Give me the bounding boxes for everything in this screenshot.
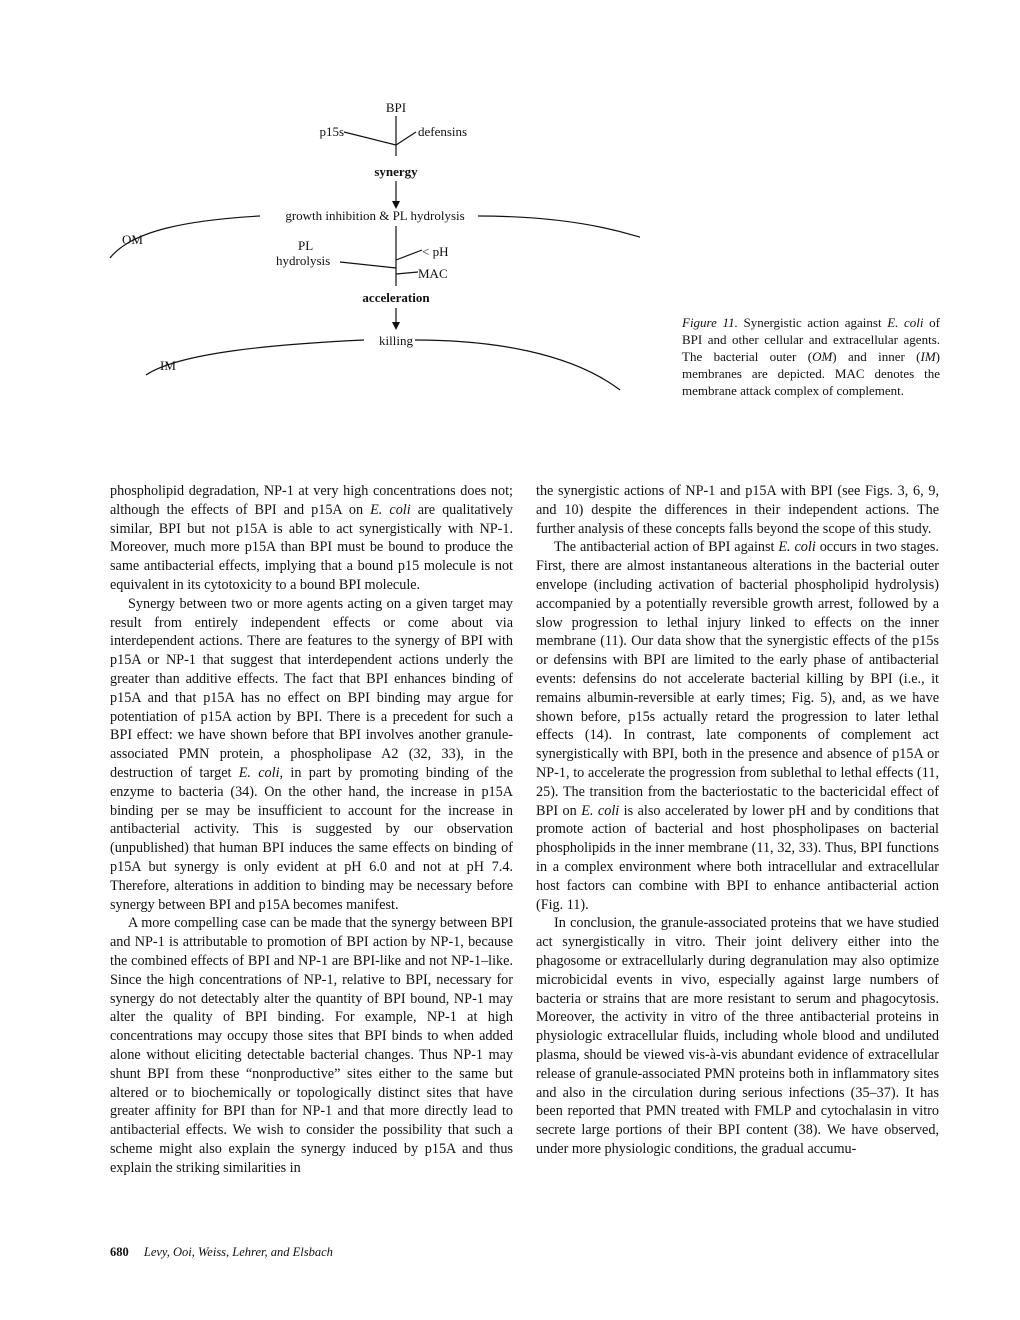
right-column xyxy=(536,482,939,1159)
acceleration-lines xyxy=(340,226,422,286)
paragraph: the synergistic actions of NP-1 and p15A with BPI (see Figs. 3, 6, 9, and 10) despite the differences in their independent actions. The further analysis of these concepts falls beyond the scope of this study. xyxy=(536,483,939,537)
label-growth-inhibition: growth inhibition & PL hydrolysis xyxy=(285,208,465,223)
arrow-acceleration-head xyxy=(392,322,400,330)
figure-11-diagram xyxy=(100,90,640,450)
paragraph: The antibacterial action of BPI against E. coli occurs in two stages. First, there are almost instantaneous alterations in the bacterial outer envelope (including activation of bacterial phospholipid hydrolysis) accompanied by a potentially reversible growth arrest, followed by a slow progression to lethal injury linked to effects on the inner membrane (11). Our data show that the synergistic effects of the p15s or defensins with BPI are limited to the early phase of antibacterial events: defensins do not accelerate bacterial killing by BPI (i.e., it remains albumin-reversible at early times; Fig. 5), and, as we have shown before, p15s actually retard the progression to later lethal effects (14). In contrast, late components of complement act synergistically with BPI, both in the presence and absence of p15A or NP-1, to accelerate the progression from sublethal to lethal effects (11, 25). The transition from the bacteriostatic to the bactericidal effect of BPI on E. coli is also accelerated by lower pH and by conditions that promote action of bacterial and host phospholipases on bacterial phospholipids in the inner membrane (11, 32, 33). Thus, BPI functions in a complex environment where both intracellular and extracellular host factors can combine with BPI to enhance antibacterial action (Fig. 11). xyxy=(536,539,939,913)
label-defensins: defensins xyxy=(418,124,468,139)
figure-caption: Figure 11. Synergistic action against E. coli of BPI and other cellular and extracellular agents. The bacterial outer (OM) and inner (IM) membranes are depicted. MAC denotes the membrane attack complex of complement. xyxy=(682,315,940,398)
label-om: OM xyxy=(122,232,143,247)
page-footer xyxy=(110,1245,333,1260)
label-acceleration: acceleration xyxy=(362,290,430,305)
paragraph: In conclusion, the granule-associated proteins that we have studied act synergistically in vitro. Their joint delivery either into the phagosome or extracellularly during degranulation may also optimize microbicidal events in vivo, especially against large numbers of bacteria or strains that are more resistant to serum and phagocytosis. Moreover, the activity in vitro of the three antibacterial proteins in physiologic extracellular fluids, including whole blood and undiluted plasma, should be viewed vis-à-vis abundant evidence of extracellular release of granule-associated PMN proteins both in inflammatory sites and also in the circulation during serious infections (35–37). It has been reported that PMN treated with FMLP and cytochalasin in vitro secrete large portions of their BPI content (38). We have observed, under more physiologic conditions, the gradual accumu- xyxy=(536,915,939,1157)
paragraph: A more compelling case can be made that the synergy between BPI and NP-1 is attributable to promotion of BPI action by NP-1, because the combined effects of BPI and NP-1 are BPI-like and not NP-1–like. Since the high concentrations of NP-1, relative to BPI, necessary for synergy do not detectably alter the quantity of BPI bound, NP-1 may alter the quality of BPI binding. For example, NP-1 at high concentrations may occupy those sites that BPI binds to when added alone without eliciting detectable bacterial changes. Thus NP-1 may shunt BPI from these “nonproductive” sites either to the same but altered or to biochemically or topologically distinct sites that have greater affinity for BPI than for NP-1 and that more directly lead to antibacterial effects. We wish to consider the possibility that such a scheme might also explain the synergy induced by p15A and thus explain the striking similarities in xyxy=(110,915,513,1176)
label-pl: PL xyxy=(298,238,314,253)
caption-label: Figure 11. xyxy=(682,315,738,330)
label-bpi: BPI xyxy=(385,100,407,115)
left-column xyxy=(110,482,513,1177)
merge-lines xyxy=(344,116,416,156)
label-p15s: p15s xyxy=(319,124,344,139)
om-curve-right xyxy=(478,216,640,266)
label-killing: killing xyxy=(379,333,413,348)
im-curve-left xyxy=(146,340,364,375)
page-number: 680 xyxy=(110,1245,129,1259)
label-synergy: synergy xyxy=(374,164,418,179)
paragraph: Synergy between two or more agents acting on a given target may result from entirely independent effects or come about via interdependent actions. There are features to the synergy of BPI with p15A or NP-1 that suggest that interdependent actions underly the greater than additive effects. The fact that BPI enhances binding of p15A and that p15A has no effect on BPI binding may argue for potentiation of p15A action by BPI. There is a precedent for such a BPI effect: we have shown before that BPI involves another granule-associated PMN protein, a phospholipase A2 (32, 33), in the destruction of target E. coli, in part by promoting binding of the enzyme to bacteria (34). On the other hand, the increase in p15A binding per se may be insufficient to account for the increase in antibacterial activity. This is suggested by our observation (unpublished) that human BPI induces the same effects on binding of p15A but synergy is only evident at pH 6.0 and not at pH 7.4. Therefore, alterations in addition to binding may be necessary before synergy between BPI and p15A becomes manifest. xyxy=(110,595,513,913)
label-lower-ph: < pH xyxy=(422,244,449,259)
label-mac: MAC xyxy=(418,266,448,281)
label-hydrolysis: hydrolysis xyxy=(276,253,331,268)
running-authors: Levy, Ooi, Weiss, Lehrer, and Elsbach xyxy=(143,1245,333,1259)
im-curve-right xyxy=(415,340,620,390)
paragraph: phospholipid degradation, NP-1 at very high concentrations does not; although the effects of BPI and p15A on E. coli are qualitatively similar, BPI but not p15A is able to act synergistically with NP-1. Moreover, much more p15A than BPI must be bound to produce the same antibacterial effects, implying that a bound p15 molecule is not equivalent in its cytotoxicity to a bound BPI molecule. xyxy=(110,483,513,593)
label-im: IM xyxy=(160,358,176,373)
